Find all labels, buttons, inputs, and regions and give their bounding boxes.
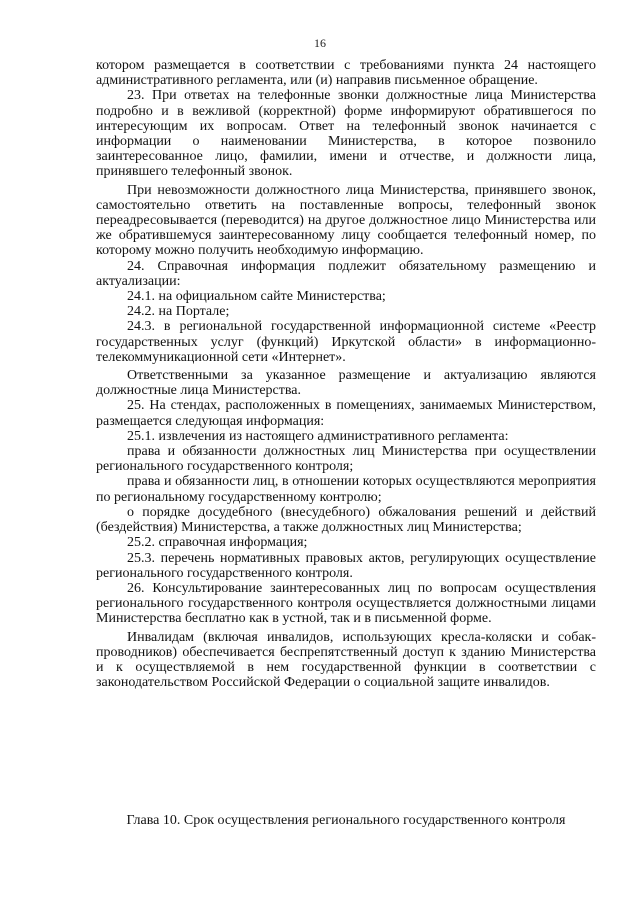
paragraph-call-redirect: При невозможности должностного лица Министерства, принявшего звонок, самостоятельно ответить на поставленные вопросы, телефонный звонок переадресовывается (переводится) на другое должностное лицо Министерства или же обратившемуся заинтересованному лицу сообщается телефонный номер, по которому можно получить необходимую информацию. — [96, 182, 596, 259]
body-text — [96, 58, 596, 690]
paragraph-24-2: 24.2. на Портале; — [127, 304, 230, 320]
paragraph-24-3: 24.3. в региональной государственной информационной системе «Реестр государственных услуг (функций) Иркутской области» в информационно-телекоммуникационной сети «Интернет». — [96, 319, 596, 365]
paragraph-continuation: котором размещается в соответствии с требованиями пункта 24 настоящего административного регламента, или (и) направив письменное обращение. — [96, 58, 596, 89]
paragraph-26: 26. Консультирование заинтересованных лиц по вопросам осуществления регионального государственного контроля осуществляется должностными лицами Министерства бесплатно как в устной, так и в письменной форме. — [96, 580, 596, 627]
paragraph-disabled-access: Инвалидам (включая инвалидов, использующих кресла-коляски и собак-проводников) обеспечивается беспрепятственный доступ к зданию Министерства и к осуществляемой в нем государственной функции в соответствии с законодательством Российской Федерации о социальной защите инвалидов. — [96, 629, 596, 691]
paragraph-appeal-procedure: о порядке досудебного (внесудебного) обжалования решений и действий (бездействия) Министерства, а также должностных лиц Министерства; — [96, 504, 596, 536]
page-number: 16 — [314, 36, 326, 50]
paragraph-persons-rights: права и обязанности лиц, в отношении которых осуществляются мероприятия по региональному государственному контролю; — [96, 474, 596, 505]
paragraph-responsible: Ответственными за указанное размещение и актуализацию являются должностные лица Министерства. — [96, 368, 596, 399]
chapter-heading: Глава 10. Срок осуществления регионального государственного контроля — [126, 813, 566, 828]
paragraph-25-1: 25.1. извлечения из настоящего административного регламента: — [127, 428, 509, 444]
paragraph-officials-rights: права и обязанности должностных лиц Министерства при осуществлении регионального государственного контроля; — [96, 444, 596, 475]
paragraph-25-3: 25.3. перечень нормативных правовых актов, регулирующих осуществление регионального государственного контроля. — [96, 550, 596, 581]
paragraph-24-1: 24.1. на официальном сайте Министерства; — [127, 289, 386, 305]
paragraph-24: 24. Справочная информация подлежит обязательному размещению и актуализации: — [96, 258, 596, 289]
paragraph-25-2: 25.2. справочная информация; — [127, 535, 308, 551]
paragraph-23: 23. При ответах на телефонные звонки должностные лица Министерства подробно и в вежливой (корректной) форме информируют обратившегося по интересующим их вопросам. Ответ на телефонный звонок начинается с информации о наименовании Министерства, в которое позвонило заинтересованное лицо, фамилии, имени и отчестве, и должности лица, принявшего телефонный звонок. — [96, 88, 596, 180]
paragraph-25: 25. На стендах, расположенных в помещениях, занимаемых Министерством, размещается следующая информация: — [96, 398, 596, 429]
